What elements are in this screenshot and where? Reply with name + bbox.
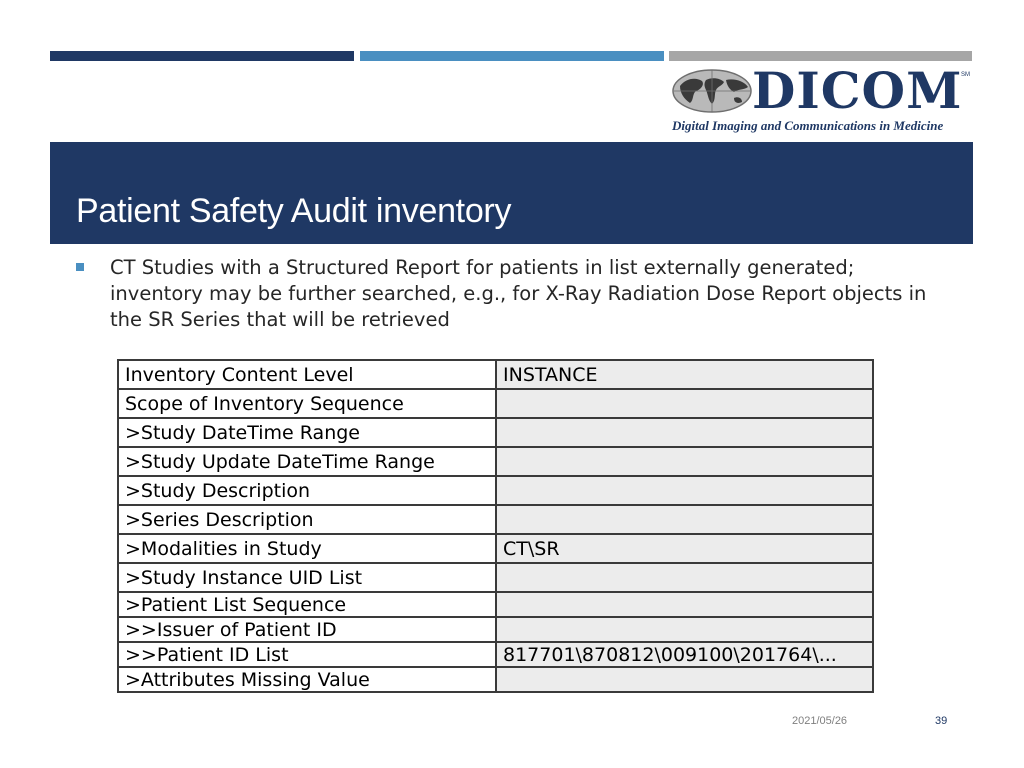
footer-date: 2021/05/26 xyxy=(792,715,848,727)
slide-title: Patient Safety Audit inventory xyxy=(76,192,512,230)
value-cell xyxy=(496,447,873,476)
table-row xyxy=(118,505,873,534)
attribute-cell: >Study DateTime Range xyxy=(118,418,496,447)
value-cell xyxy=(496,617,873,642)
value-cell xyxy=(496,592,873,617)
value-cell xyxy=(496,418,873,447)
title-banner xyxy=(50,142,973,244)
top-accent-bar-blue xyxy=(360,51,664,61)
table-row xyxy=(118,389,873,418)
table-row xyxy=(118,667,873,692)
logo-wordmark: DICOM xyxy=(752,61,963,120)
table-row xyxy=(118,642,873,667)
table-row xyxy=(118,534,873,563)
value-cell: 817701\870812\009100\201764\... xyxy=(496,642,873,667)
value-cell xyxy=(496,389,873,418)
table-row xyxy=(118,617,873,642)
attribute-cell: >Patient List Sequence xyxy=(118,592,496,617)
table-row xyxy=(118,563,873,592)
attribute-cell: >Study Instance UID List xyxy=(118,563,496,592)
value-cell: CT\SR xyxy=(496,534,873,563)
logo-tagline: Digital Imaging and Communications in Medicine xyxy=(672,118,944,133)
top-accent-bar-navy xyxy=(50,51,354,61)
bullet-square-icon xyxy=(76,263,84,271)
attribute-cell: Scope of Inventory Sequence xyxy=(118,389,496,418)
value-cell xyxy=(496,667,873,692)
attribute-cell: Inventory Content Level xyxy=(118,360,496,389)
attribute-cell: >>Issuer of Patient ID xyxy=(118,617,496,642)
attribute-cell: >Study Update DateTime Range xyxy=(118,447,496,476)
top-accent-bar-gray xyxy=(669,51,972,61)
attribute-cell: >Attributes Missing Value xyxy=(118,667,496,692)
page-number: 39 xyxy=(935,715,948,727)
attribute-cell: >Series Description xyxy=(118,505,496,534)
value-cell xyxy=(496,505,873,534)
attribute-cell: >Study Description xyxy=(118,476,496,505)
dicom-logo xyxy=(670,61,975,138)
inventory-attribute-table xyxy=(117,359,874,693)
table-row xyxy=(118,476,873,505)
attribute-cell: >>Patient ID List xyxy=(118,642,496,667)
value-cell: INSTANCE xyxy=(496,360,873,389)
value-cell xyxy=(496,476,873,505)
attribute-cell: >Modalities in Study xyxy=(118,534,496,563)
table-row xyxy=(118,447,873,476)
value-cell xyxy=(496,563,873,592)
table-row xyxy=(118,592,873,617)
globe-icon xyxy=(672,68,754,114)
table-row xyxy=(118,418,873,447)
logo-trademark: SM xyxy=(961,72,970,78)
table-row xyxy=(118,360,873,389)
bullet-text: CT Studies with a Structured Report for patients in list externally generated; inventory may be further searched, e.g., for X-Ray Radiation Dose Report objects in the SR Series that will be retrieved xyxy=(110,256,927,331)
